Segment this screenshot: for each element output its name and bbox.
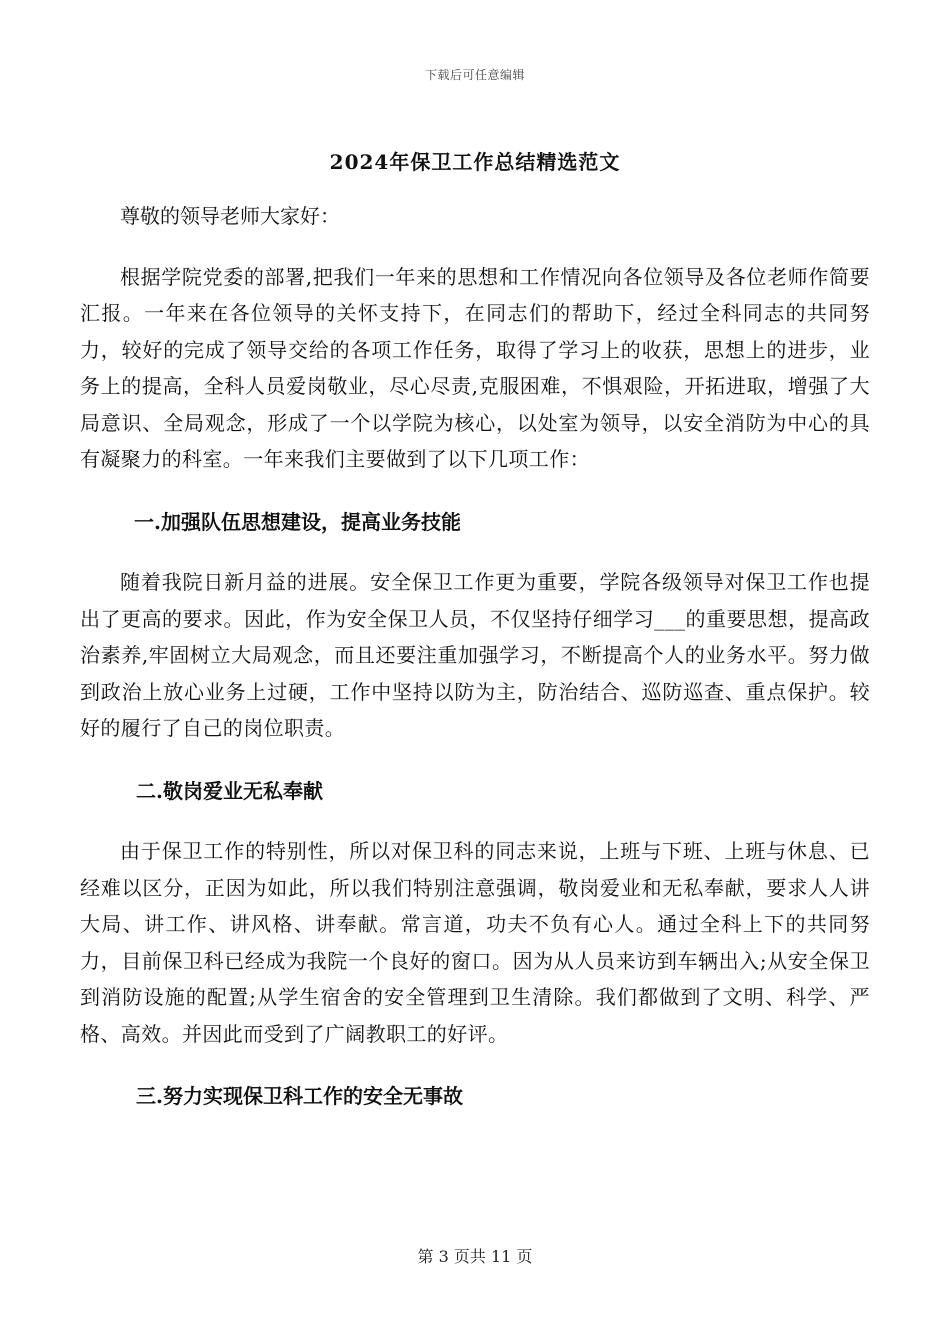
section-heading-1: 一.加强队伍思想建设，提高业务技能 <box>134 509 461 534</box>
document-title: 2024年保卫工作总结精选范文 <box>329 150 621 174</box>
document-body <box>80 198 870 1139</box>
section-body-1: 随着我院日新月益的进展。安全保卫工作更为重要，学院各级领导对保卫工作也提出了更高的要求。因此，作为安全保卫人员，不仅坚持仔细学习___的重要思想，提高政治素养,牢固树立大局观念，而且还要注重加强学习，不断提高个人的业务水平。努力做到政治上放心业务上过硬，工作中坚持以防为主，防治结合、巡防巡查、重点保护。较好的履行了自己的岗位职责。 <box>80 570 870 740</box>
header-note: 下载后可任意编辑 <box>424 68 525 82</box>
section-heading-2: 二.敬岗爱业无私奉献 <box>136 778 323 803</box>
intro-paragraph: 根据学院党委的部署,把我们一年来的思想和工作情况向各位领导及各位老师作简要汇报。一年来在各位领导的关怀支持下，在同志们的帮助下，经过全科同志的共同努力，较好的完成了领导交给的各项工作任务，取得了学习上的收获，思想上的进步，业务上的提高，全科人员爱岗敬业，尽心尽责,克服困难，不惧艰险，开拓进取，增强了大局意识、全局观念，形成了一个以学院为核心，以处室为领导，以安全消防为中心的具有凝聚力的科室。一年来我们主要做到了以下几项工作： <box>80 264 870 471</box>
page-number: 第 3 页共 11 页 <box>417 1247 533 1266</box>
section-heading-3: 三.努力实现保卫科工作的安全无事故 <box>136 1084 463 1108</box>
section-body-2: 由于保卫工作的特别性，所以对保卫科的同志来说，上班与下班、上班与休息、已经难以区分，正因为如此，所以我们特别注意强调，敬岗爱业和无私奉献，要求人人讲大局、讲工作、讲风格、讲奉献。常言道，功夫不负有心人。通过全科上下的共同努力，目前保卫科已经成为我院一个良好的窗口。因为从人员来访到车辆出入;从安全保卫到消防设施的配置;从学生宿舍的安全管理到卫生清除。我们都做到了文明、科学、严格、高效。并因此而受到了广阔教职工的好评。 <box>80 839 870 1046</box>
greeting-paragraph: 尊敬的领导老师大家好： <box>120 204 340 228</box>
